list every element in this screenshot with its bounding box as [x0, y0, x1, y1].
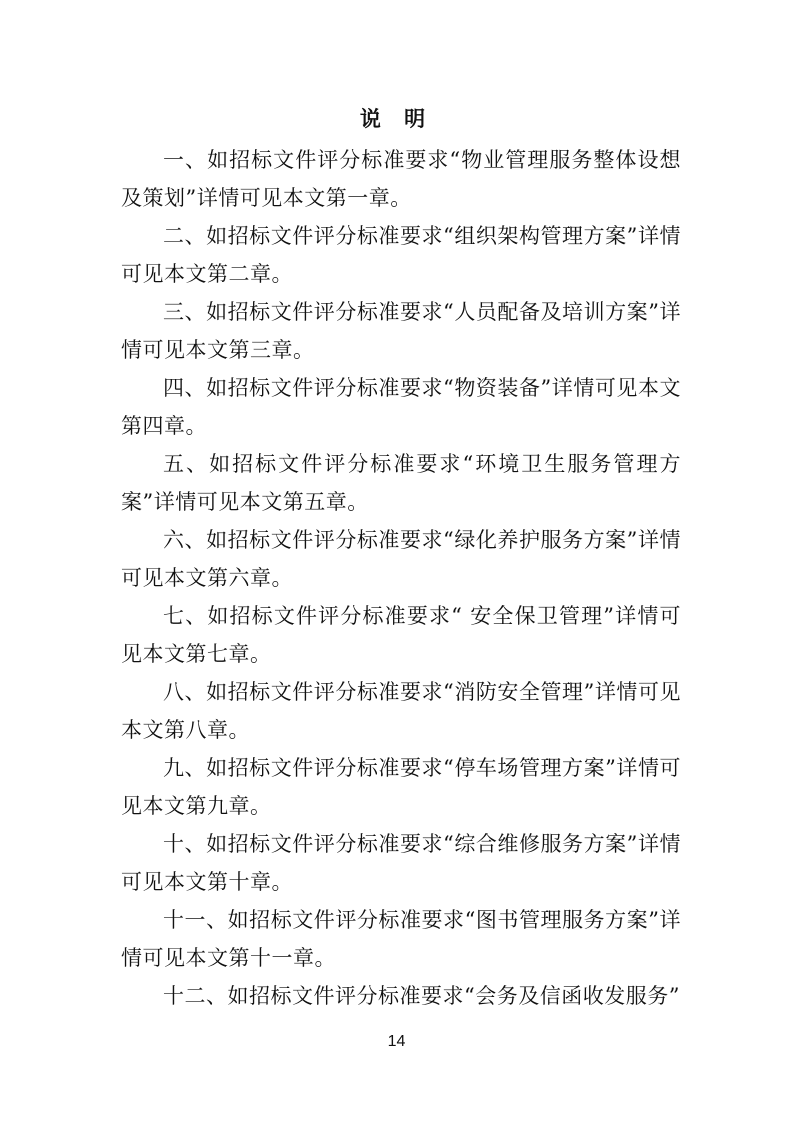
paragraph-10: 十、如招标文件评分标准要求“综合维修服务方案”详情可见本文第十章。 — [121, 832, 681, 894]
paragraph-12: 十二、如招标文件评分标准要求“会务及信函收发服务” — [163, 984, 680, 1008]
paragraph-8: 八、如招标文件评分标准要求“消防安全管理”详情可见本文第八章。 — [121, 680, 681, 742]
paragraph-5: 五、如招标文件评分标准要求“环境卫生服务管理方案”详情可见本文第五章。 — [121, 452, 681, 514]
paragraph-7: 七、如招标文件评分标准要求“ 安全保卫管理”详情可见本文第七章。 — [121, 604, 681, 666]
page-title: 说 明 — [359, 106, 434, 131]
paragraph-6: 六、如招标文件评分标准要求“绿化养护服务方案”详情可见本文第六章。 — [121, 528, 681, 590]
page-number: 14 — [387, 1033, 406, 1050]
paragraph-9: 九、如招标文件评分标准要求“停车场管理方案”详情可见本文第九章。 — [121, 756, 681, 818]
paragraph-11: 十一、如招标文件评分标准要求“图书管理服务方案”详情可见本文第十一章。 — [121, 908, 681, 970]
paragraph-4: 四、如招标文件评分标准要求“物资装备”详情可见本文第四章。 — [121, 376, 681, 438]
paragraph-3: 三、如招标文件评分标准要求“人员配备及培训方案”详情可见本文第三章。 — [121, 300, 681, 362]
paragraph-1: 一、如招标文件评分标准要求“物业管理服务整体设想及策划”详情可见本文第一章。 — [121, 148, 681, 210]
document-body — [121, 141, 681, 1015]
paragraph-2: 二、如招标文件评分标准要求“组织架构管理方案”详情可见本文第二章。 — [121, 224, 681, 286]
